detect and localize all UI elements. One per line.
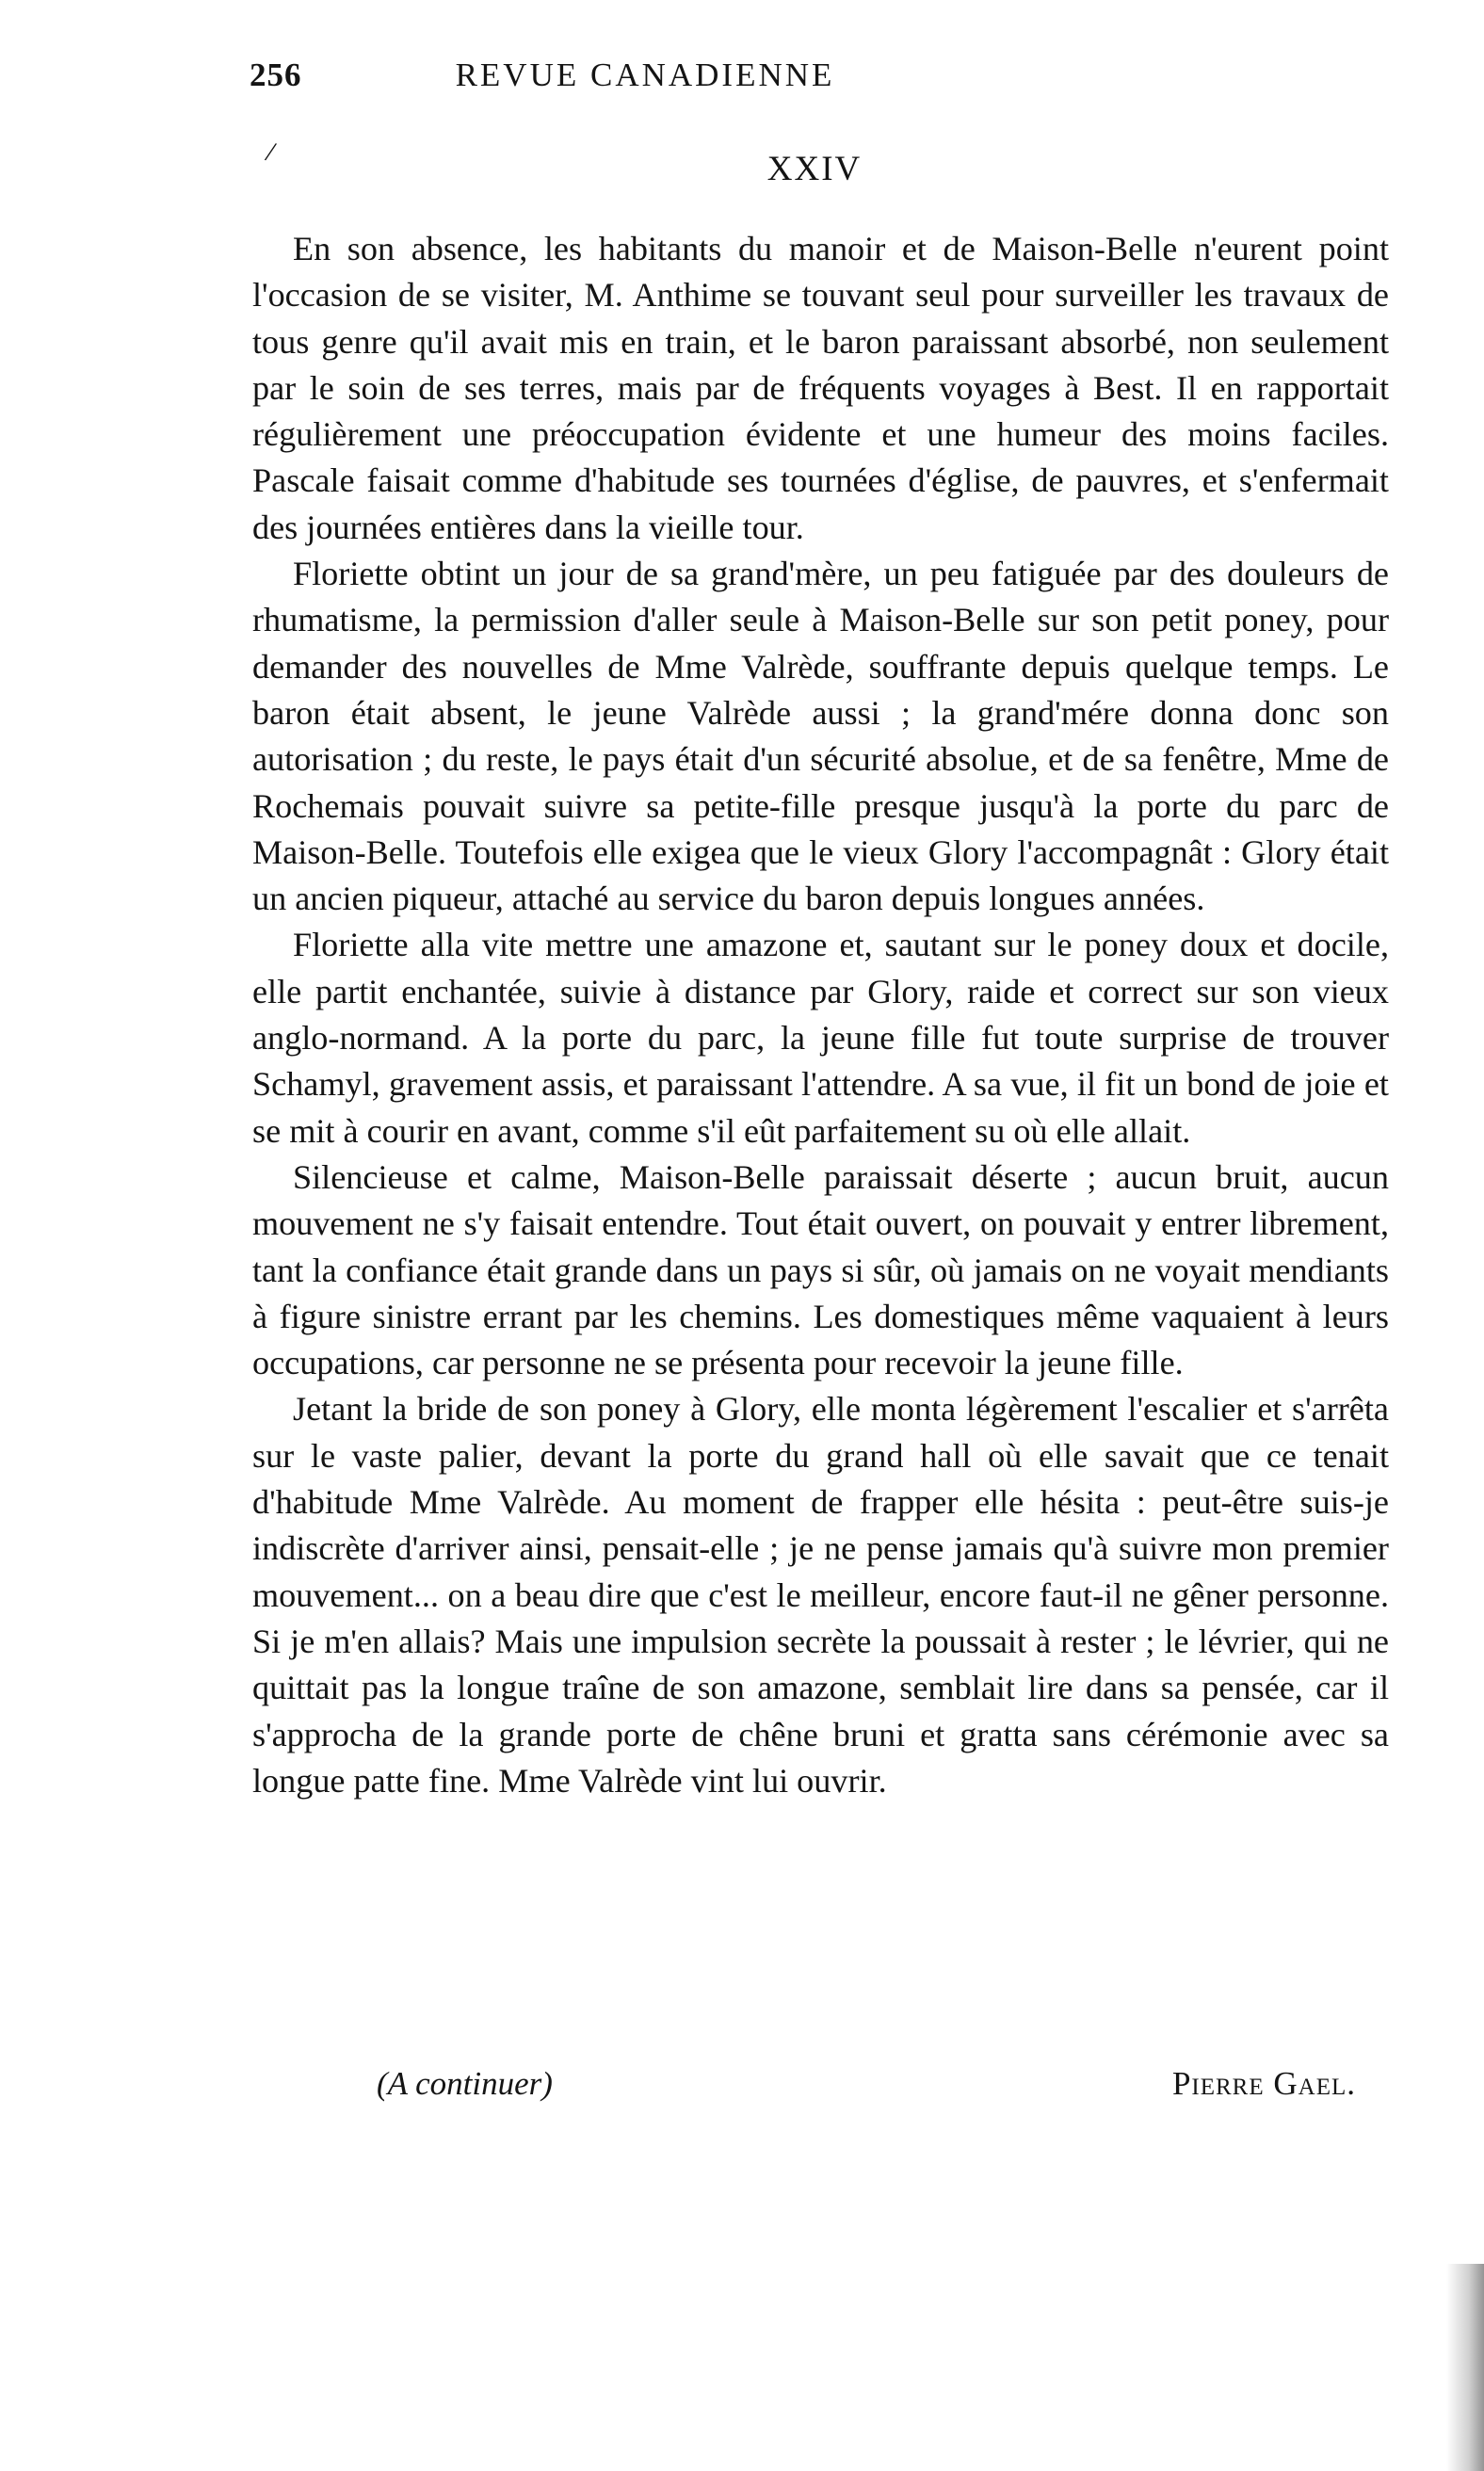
author-name: Pierre Gael.	[1171, 2065, 1356, 2102]
body-text	[252, 226, 1389, 1804]
paragraph: Floriette alla vite mettre une amazone et, sautant sur le poney doux et docile, elle partit enchantée, suivie à distance par Glory, raide et correct sur son vieux anglo-normand. A la porte du parc, la jeune fille fut toute surprise de trouver Schamyl, gravement assis, et paraissant l'attendre. A sa vue, il fit un bond de joie et se mit à courir en avant, comme s'il eût parfaitement su où elle allait.	[252, 926, 1389, 1150]
paragraph: Jetant la bride de son poney à Glory, elle monta légèrement l'escalier et s'arrêta sur le vaste palier, devant la porte du grand hall où elle savait que ce tenait d'habitude Mme Valrède. Au moment de frapper elle hésita : peut-être suis-je indiscrète d'arriver ainsi, pensait-elle ; je ne pense jamais qu'à suivre mon premier mouvement... on a beau dire que c'est le meilleur, encore faut-il ne gêner personne. Si je m'en allais? Mais une impulsion secrète la poussait à rester ; le lévrier, qui ne quittait pas la longue traîne de son amazone, semblait lire dans sa pensée, car il s'approcha de la grande porte de chêne bruni et gratta sans cérémonie avec sa longue patte fine. Mme Valrède vint lui ouvrir.	[252, 1390, 1389, 1800]
paragraph: Silencieuse et calme, Maison-Belle paraissait déserte ; aucun bruit, aucun mouvement ne s'y faisait entendre. Tout était ouvert, on pouvait y entrer librement, tant la confiance était grande dans un pays si sûr, où jamais on ne voyait mendiants à figure sinistre errant par les chemins. Les domestiques même vaquaient à leurs occupations, car personne ne se présenta pour recevoir la jeune fille.	[252, 1157, 1389, 1382]
page-edge-shadow	[1446, 2264, 1484, 2471]
chapter-heading: XXIV	[766, 150, 863, 188]
page-header	[250, 57, 1040, 113]
continued-note: (A continuer)	[377, 2065, 553, 2102]
stray-ink-mark: /	[263, 136, 279, 169]
running-title: REVUE CANADIENNE	[455, 57, 835, 93]
signoff	[252, 2065, 1356, 2112]
paragraph: En son absence, les habitants du manoir et de Maison-Belle n'eurent point l'occasion de se visiter, M. Anthime se touvant seul pour surveiller les travaux de tous genre qu'il avait mis en train, et le baron paraissant absorbé, non seulement par le soin de ses terres, mais par de fréquents voyages à Best. Il en rapportait régulièrement une préoccupation évidente et une humeur des moins faciles. Pascale faisait comme d'habitude ses tournées d'église, de pauvres, et s'enfermait des journées entières dans la vieille tour.	[252, 230, 1389, 546]
page-number: 256	[250, 57, 302, 93]
paragraph: Floriette obtint un jour de sa grand'mère, un peu fatiguée par des douleurs de rhumatisme, la permission d'aller seule à Maison-Belle sur son petit poney, pour demander des nouvelles de Mme Valrède, souffrante depuis quelque temps. Le baron était absent, le jeune Valrède aussi ; la grand'mére donna donc son autorisation ; du reste, le pays était d'un sécurité absolue, et de sa fenêtre, Mme de Rochemais pouvait suivre sa petite-fille presque jusqu'à la porte du parc de Maison-Belle. Toutefois elle exigea que le vieux Glory l'accompagnât : Glory était un ancien piqueur, attaché au service du baron depuis longues années.	[252, 555, 1389, 918]
